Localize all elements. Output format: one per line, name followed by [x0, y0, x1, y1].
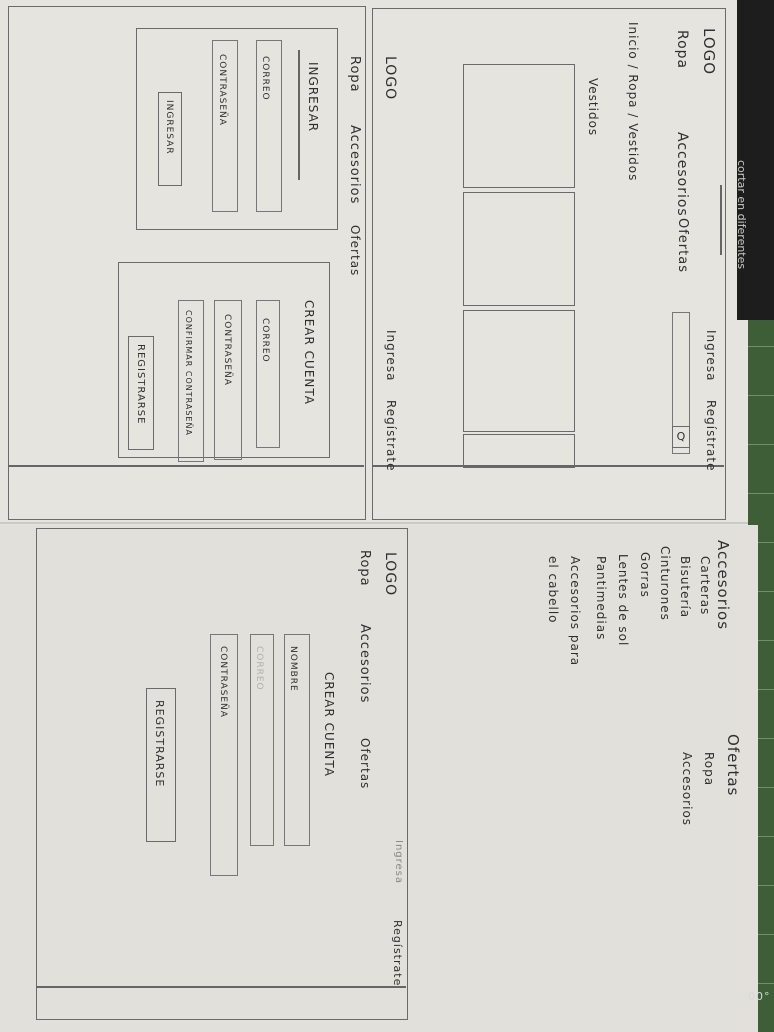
login-nav-accesorios[interactable]: Accesorios [347, 125, 362, 205]
menu-offers-item[interactable]: Ropa [702, 752, 716, 787]
login-email-label: CORREO [260, 56, 270, 101]
strip-label: cortar en diferentes [735, 160, 748, 270]
signup-password-label: CONTRASEÑA [222, 314, 232, 386]
home-breadcrumb[interactable]: Inicio / Ropa / Vestidos [626, 22, 640, 182]
login-nav-ofertas[interactable]: Ofertas [348, 225, 362, 277]
product-card[interactable] [463, 192, 575, 306]
menu-accessories-item[interactable]: Gorras [638, 552, 652, 598]
menu-offers-title: Ofertas [724, 734, 742, 797]
login-login-link[interactable]: Ingresa [384, 330, 398, 382]
login-password-label: CONTRASEÑA [217, 54, 227, 126]
signup-page-email-label: CORREO [254, 646, 264, 691]
home-section-title: Vestidos [586, 78, 600, 137]
signup-page-password-label: CONTRASEÑA [218, 646, 228, 718]
product-card[interactable] [463, 310, 575, 432]
search-icon[interactable]: Q [672, 426, 690, 448]
signup-email-label: CORREO [260, 318, 270, 363]
menu-accessories-item[interactable]: Bisutería [678, 556, 692, 619]
signup-form-title: CREAR CUENTA [302, 300, 316, 405]
menu-accessories-item[interactable]: Pantimedias [594, 556, 608, 641]
signup-submit-label: REGISTRARSE [135, 344, 146, 425]
signup-page-nav-ropa[interactable]: Ropa [357, 550, 372, 587]
login-nav-ropa[interactable]: Ropa [347, 56, 362, 93]
signup-confirm-label: CONFIRMAR CONTRASEÑA [184, 310, 193, 436]
signup-page-name-label: NOMBRE [288, 646, 298, 692]
corner-label: 00° [748, 990, 771, 1003]
home-nav-ofertas[interactable]: Ofertas [675, 218, 690, 273]
menu-accessories-item[interactable]: Lentes de sol [616, 554, 630, 647]
home-register-link[interactable]: Regístrate [704, 400, 718, 472]
menu-accessories-title: Accesorios [714, 540, 732, 631]
home-login-link[interactable]: Ingresa [704, 330, 718, 382]
login-submit-label: INGRESAR [164, 100, 174, 155]
paper-fold [0, 522, 748, 524]
login-logo: LOGO [382, 56, 398, 101]
signup-header-divider [36, 986, 406, 988]
menu-offers-item[interactable]: Accesorios [680, 752, 694, 827]
home-nav-ropa[interactable]: Ropa [674, 30, 690, 70]
signup-page-login-link[interactable]: Ingresa [393, 840, 404, 885]
signup-page-submit-label: REGISTRARSE [153, 700, 166, 788]
signup-page-logo: LOGO [382, 552, 398, 597]
product-card[interactable] [463, 64, 575, 188]
menu-accessories-item[interactable]: Carteras [698, 556, 712, 616]
product-card[interactable] [463, 434, 575, 468]
menu-accessories-item[interactable]: Accesorios para el cabello [546, 556, 582, 667]
login-register-link[interactable]: Regístrate [384, 400, 398, 472]
signup-page-nav-accesorios[interactable]: Accesorios [357, 624, 372, 704]
login-title-underline [298, 50, 300, 180]
home-nav-accesorios[interactable]: Accesorios [674, 132, 690, 217]
home-logo: LOGO [700, 28, 718, 76]
home-header-stroke [720, 185, 722, 255]
login-form-title: INGRESAR [306, 62, 320, 133]
menu-accessories-item[interactable]: Cinturones [658, 546, 672, 621]
signup-page-register-link[interactable]: Regístrate [391, 920, 404, 987]
signup-page-nav-ofertas[interactable]: Ofertas [358, 738, 372, 790]
login-header-divider [8, 465, 364, 467]
signup-page-title: CREAR CUENTA [322, 672, 336, 777]
